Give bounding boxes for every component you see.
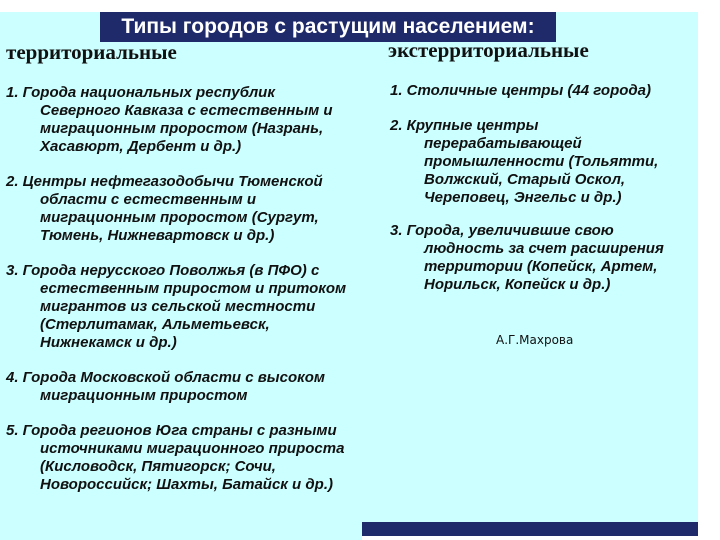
list-item: 2. Центры нефтегазодобычи Тюменской области с естественным и миграционным проростом (Сургут, Тюмень, Нижневартовск и др.)	[6, 173, 323, 244]
right-column-heading: экстерриториальные	[388, 38, 589, 62]
list-item: 4. Города Московской области с высоком миграционным приростом	[6, 369, 325, 404]
territorial-list	[6, 84, 356, 511]
list-item: 3. Города нерусского Поволжья (в ПФО) с естественным приростом и притоком мигрантов из сельской местности (Стерлитамак, Альметьевск, Нижнекамск и др.)	[6, 262, 347, 351]
bottom-accent-bar	[362, 522, 698, 536]
list-item: 1. Города национальных республик Северного Кавказа с естественным и миграционным проростом (Назрань, Хасавюрт, Дербент и др.)	[6, 84, 333, 155]
left-column-heading: территориальные	[6, 40, 177, 64]
author-credit: А.Г.Махрова	[496, 333, 574, 347]
list-item: 3. Города, увеличившие свою людность за счет расширения территории (Копейск, Артем, Норильск, Копейск и др.)	[390, 222, 664, 293]
list-item: 2. Крупные центры перерабатывающей промышленности (Тольятти, Волжский, Старый Оскол, Череповец, Энгельс и др.)	[390, 117, 659, 206]
list-item: 5. Города регионов Юга страны с разными источниками миграционного прироста (Кисловодск, Пятигорск; Сочи, Новороссийск; Шахты, Батайск и др.)	[6, 422, 345, 493]
list-item: 1. Столичные центры (44 города)	[390, 82, 652, 99]
slide-title: Типы городов с растущим населением:	[100, 12, 556, 42]
extraterritorial-list	[390, 82, 690, 309]
